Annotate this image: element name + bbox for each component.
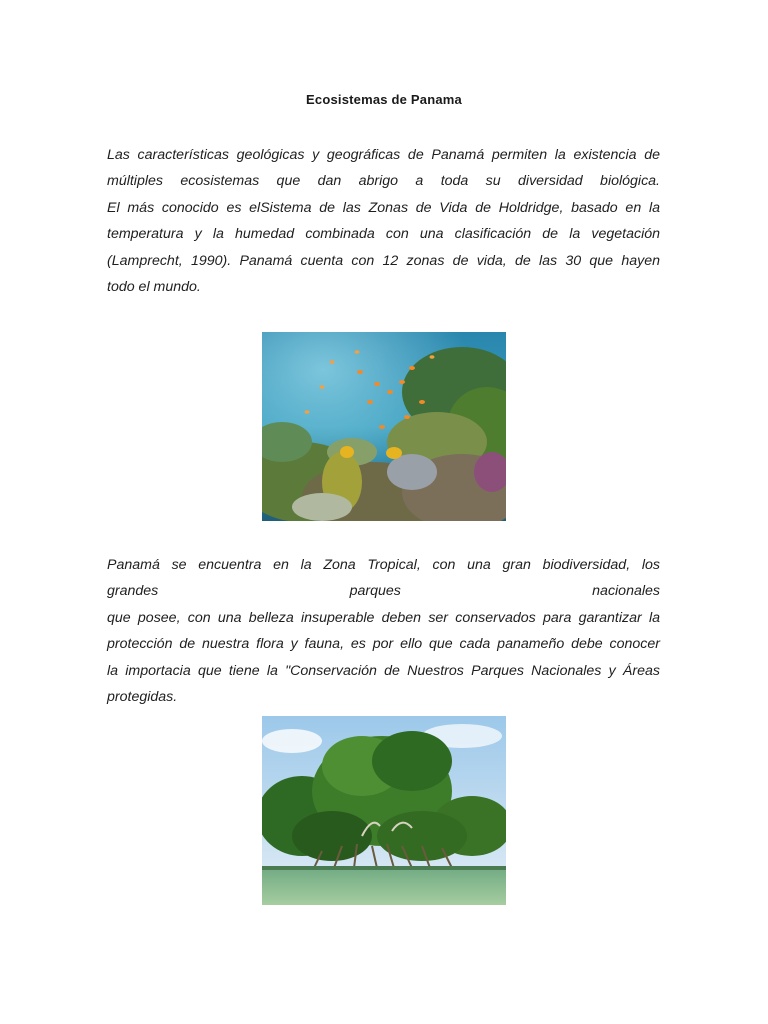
paragraph-line: protección de nuestra flora y fauna, es por ello que cada panameño debe conocer bbox=[107, 636, 660, 653]
mangrove-photo bbox=[262, 716, 506, 905]
coral-reef-photo bbox=[262, 332, 506, 521]
paragraph-line: múltiples ecosistemas que dan abrigo a toda su diversidad biológica. bbox=[107, 173, 660, 190]
paragraph-line: grandes parques nacionales bbox=[107, 583, 660, 600]
paragraph-line: temperatura y la humedad combinada con una clasificación de la vegetación bbox=[107, 226, 660, 243]
paragraph-line: El más conocido es elSistema de las Zonas de Vida de Holdridge, basado en la bbox=[107, 199, 660, 216]
document-title: Ecosistemas de Panama bbox=[306, 92, 462, 107]
paragraph-line: Las características geológicas y geográficas de Panamá permiten la existencia de bbox=[107, 147, 660, 163]
paragraph-ecosystems bbox=[107, 142, 660, 300]
paragraph-line: (Lamprecht, 1990). Panamá cuenta con 12 zonas de vida, de las 30 que hayen bbox=[107, 252, 660, 269]
paragraph-line: Panamá se encuentra en la Zona Tropical, con una gran biodiversidad, los bbox=[107, 557, 660, 573]
paragraph-line: todo el mundo. bbox=[107, 279, 201, 296]
paragraph-line: la importacia que tiene la "Conservación de Nuestros Parques Nacionales y Áreas bbox=[107, 662, 660, 679]
paragraph-line: protegidas. bbox=[107, 689, 178, 706]
paragraph-biodiversity bbox=[107, 552, 660, 710]
paragraph-line: que posee, con una belleza insuperable deben ser conservados para garantizar la bbox=[107, 609, 660, 626]
